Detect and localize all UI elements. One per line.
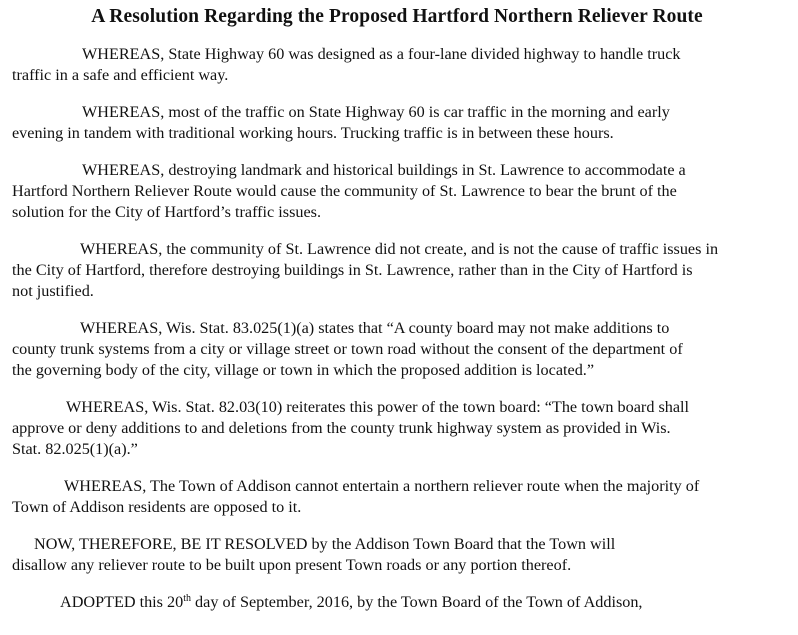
paragraph-line: evening in tandem with traditional working hours. Trucking traffic is in between these hours. <box>12 124 614 142</box>
paragraph-line: traffic in a safe and efficient way. <box>12 66 229 84</box>
document-title: A Resolution Regarding the Proposed Hartford Northern Reliever Route <box>91 6 703 27</box>
paragraph-line: Stat. 82.025(1)(a).” <box>12 440 138 458</box>
paragraph-line: county trunk systems from a city or village street or town road without the consent of the department of <box>12 340 683 358</box>
ordinal-suffix: th <box>183 593 191 604</box>
whereas-paragraph <box>12 476 788 518</box>
paragraph-line: WHEREAS, most of the traffic on State Highway 60 is car traffic in the morning and early <box>82 103 670 121</box>
whereas-paragraph <box>12 44 788 86</box>
whereas-paragraph <box>12 318 788 381</box>
paragraph-line: not justified. <box>12 282 94 300</box>
document-body <box>12 44 788 613</box>
whereas-paragraph <box>12 397 788 460</box>
whereas-paragraph <box>12 239 788 302</box>
whereas-paragraph <box>12 160 788 223</box>
paragraph-line: the City of Hartford, therefore destroying buildings in St. Lawrence, rather than in the City of Hartford is <box>12 261 693 279</box>
paragraph-line: WHEREAS, Wis. Stat. 82.03(10) reiterates this power of the town board: “The town board shall <box>66 398 690 416</box>
paragraph-line: disallow any reliever route to be built upon present Town roads or any portion thereof. <box>12 556 572 574</box>
paragraph-line: solution for the City of Hartford’s traffic issues. <box>12 203 322 221</box>
paragraph-line: WHEREAS, destroying landmark and historical buildings in St. Lawrence to accommodate a <box>82 161 686 179</box>
paragraph-line: Hartford Northern Reliever Route would cause the community of St. Lawrence to bear the brunt of the <box>12 182 677 200</box>
adopted-text-end: day of September, 2016, by the Town Board of the Town of Addison, <box>191 593 643 611</box>
paragraph-line: WHEREAS, The Town of Addison cannot entertain a northern reliever route when the majority of <box>64 477 700 495</box>
paragraph-line: WHEREAS, State Highway 60 was designed as a four-lane divided highway to handle truck <box>82 45 681 63</box>
adopted-text-start: ADOPTED this 20 <box>60 593 184 611</box>
whereas-paragraph <box>12 102 788 144</box>
paragraph-line: the governing body of the city, village or town in which the proposed addition is located.” <box>12 361 595 379</box>
adopted-paragraph <box>12 592 788 613</box>
paragraph-line: approve or deny additions to and deletions from the county trunk highway system as provided in Wis. <box>12 419 671 437</box>
paragraph-line: WHEREAS, the community of St. Lawrence did not create, and is not the cause of traffic issues in <box>80 240 719 258</box>
whereas-paragraph <box>12 534 788 576</box>
paragraph-line: WHEREAS, Wis. Stat. 83.025(1)(a) states that “A county board may not make additions to <box>80 319 670 337</box>
paragraph-line: Town of Addison residents are opposed to it. <box>12 498 302 516</box>
paragraph-line: NOW, THEREFORE, BE IT RESOLVED by the Addison Town Board that the Town will <box>34 535 616 553</box>
adopted-line <box>12 592 788 613</box>
